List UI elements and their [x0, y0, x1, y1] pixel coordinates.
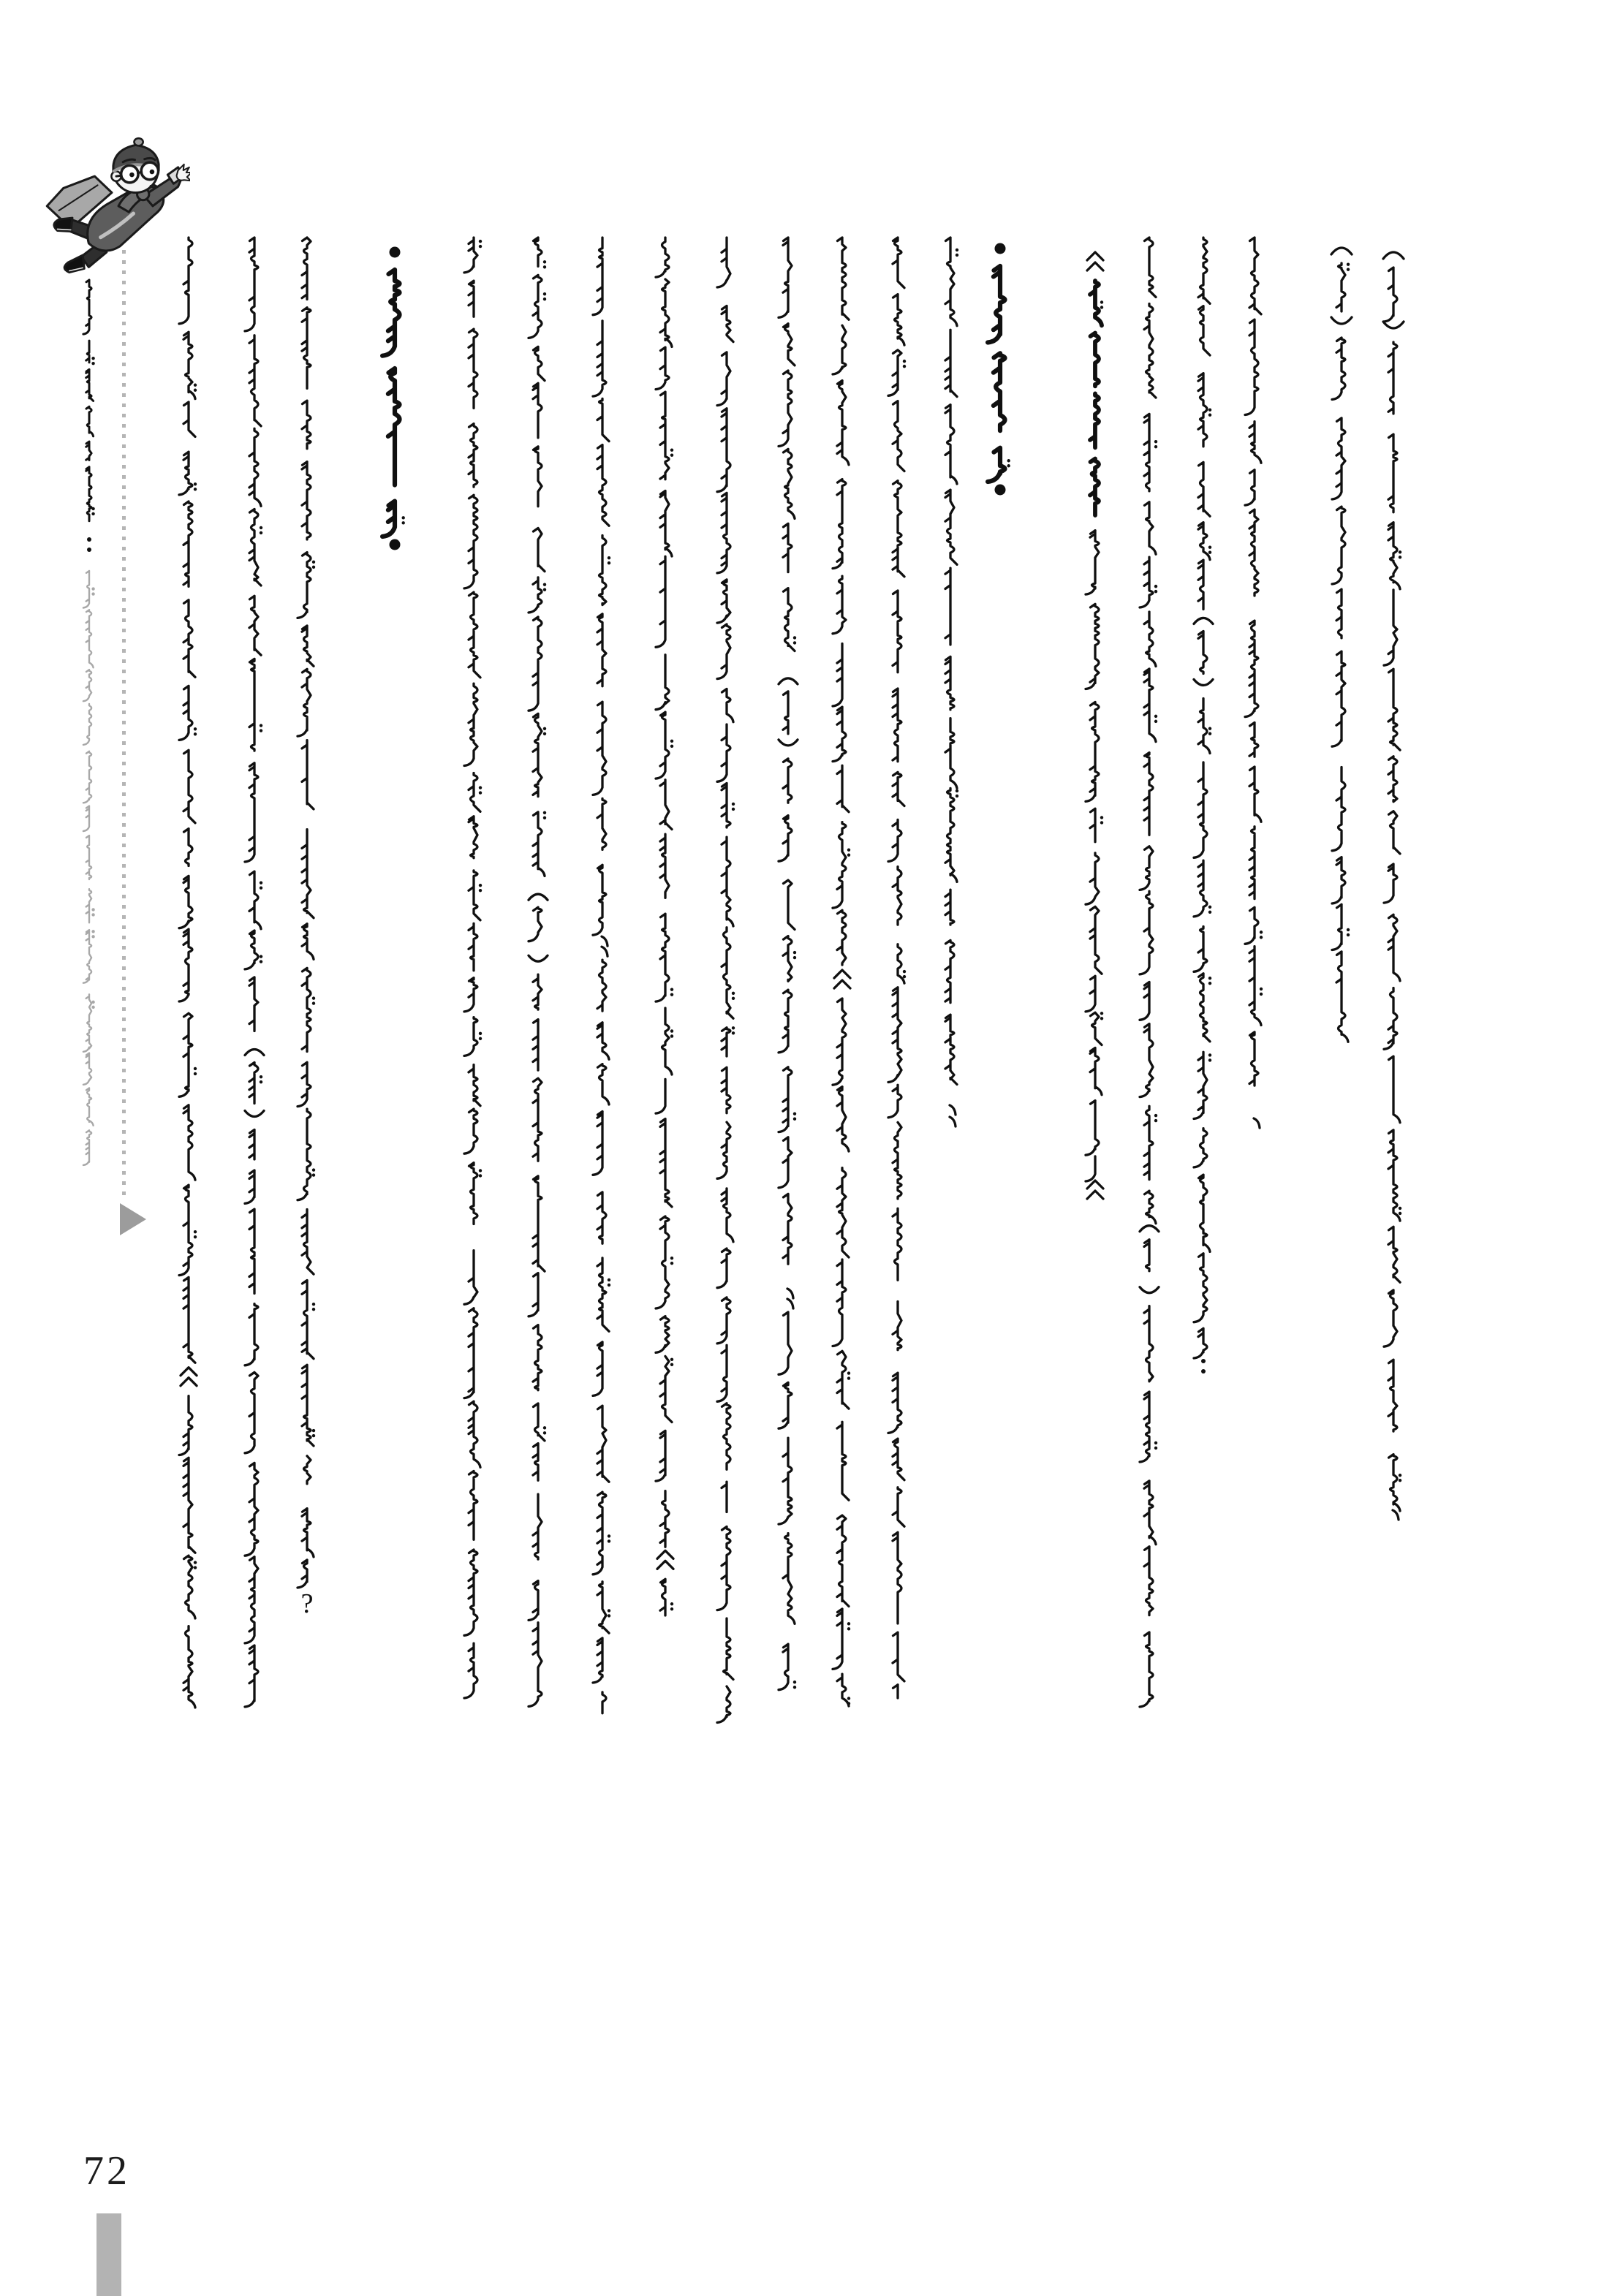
page-edge-bar	[97, 2213, 121, 2296]
list-item-column	[1364, 246, 1423, 1522]
text-column	[225, 235, 284, 1705]
text-column	[573, 235, 632, 1718]
text-column	[1174, 235, 1233, 1377]
text-column	[759, 235, 817, 1692]
hat-knob	[134, 138, 143, 145]
text-column	[813, 235, 871, 1703]
margin-header-gray	[60, 569, 118, 1180]
svg-text:?: ?	[300, 1588, 314, 1619]
dotted-divider	[122, 250, 126, 1200]
text-column	[869, 235, 927, 1703]
text-column	[509, 235, 567, 1719]
section-heading-column	[366, 245, 424, 552]
eye	[150, 170, 155, 175]
text-column	[636, 235, 695, 1619]
list-item-column	[1312, 241, 1371, 1069]
section-heading-column	[971, 241, 1029, 497]
text-column	[444, 235, 503, 1696]
text-column	[159, 235, 218, 1705]
text-column	[1225, 235, 1284, 1130]
eye	[129, 173, 135, 178]
text-column	[278, 235, 336, 1617]
page-number: 72	[83, 2148, 130, 2194]
text-column	[1120, 235, 1179, 1705]
quote-title-column	[1066, 251, 1124, 1205]
margin-header-black	[60, 278, 118, 556]
text-column	[697, 235, 756, 1725]
divider-arrow-icon	[120, 1203, 146, 1235]
